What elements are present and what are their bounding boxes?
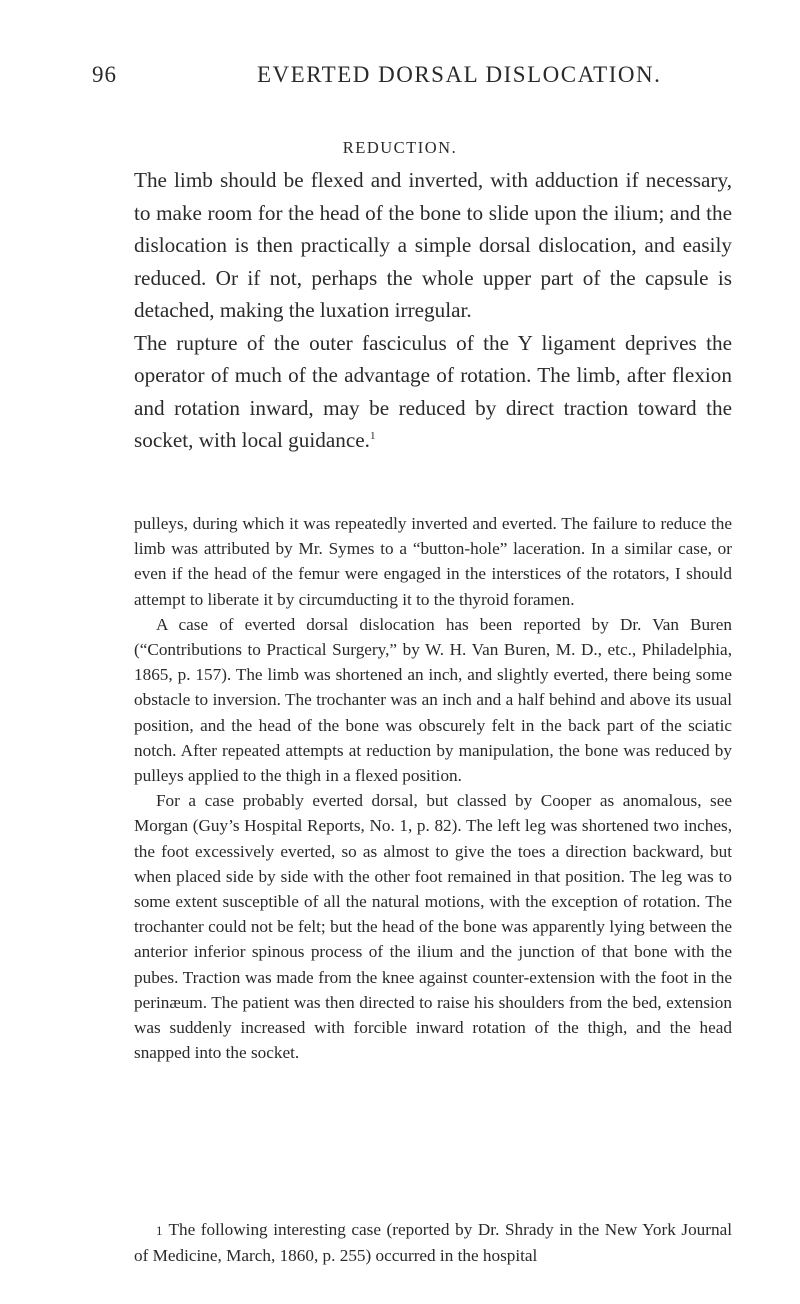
- footnote-paragraph: [134, 1217, 732, 1268]
- small-paragraph: pulleys, during which it was repeatedly inverted and everted. The failure to reduce the limb was attributed by Mr. Symes to a “button-hole” laceration. In a similar case, or even if the head of the femur were engaged in the interstices of the rotators, I should attempt to liberate it by circumducting it to the thyroid foramen.: [134, 514, 732, 609]
- continued-footnote-text: [134, 511, 732, 1065]
- main-paragraph: The limb should be flexed and inverted, with adduction if necessary, to make room for the head of the bone to slide upon the ilium; and the dislocation is then practically a simple dorsal dislocation, and easily reduced. Or if not, perhaps the whole upper part of the capsule is detached, making the luxation irregular.: [134, 168, 732, 322]
- small-paragraph: For a case probably everted dorsal, but classed by Cooper as anomalous, see Morgan (Guy’s Hospital Reports, No. 1, p. 82). The left leg was shortened two inches, the foot excessively everted, so as almost to give the toes a direction backward, but when placed side by side with the other foot remained in that position. The leg was to some extent susceptible of all the natural motions, with the exception of rotation. The trochanter could not be felt; but the head of the bone was apparently lying between the anterior inferior spinous process of the ilium and the junction of that bone with the pubes. Traction was made from the knee against counter-extension with the foot in the perinæum. The patient was then directed to raise his shoulders from the bed, extension was suddenly increased with forcible inward rotation of the thigh, and the head snapped into the socket.: [134, 791, 732, 1063]
- small-paragraph: A case of everted dorsal dislocation has been reported by Dr. Van Buren (“Contributions to Practical Surgery,” by W. H. Van Buren, M. D., etc., Philadelphia, 1865, p. 157). The limb was shortened an inch, and slightly everted, there being some obstacle to inversion. The trochanter was an inch and a half behind and above its usual position, and the head of the bone was obscurely felt in the back part of the sciatic notch. After repeated attempts at reduction by manipulation, the bone was reduced by pulleys applied to the thigh in a flexed position.: [134, 614, 732, 786]
- main-paragraph: The rupture of the outer fasciculus of the Y ligament deprives the operator of much of the advantage of rotation. The limb, after flexion and rotation inward, may be reduced by direct traction toward the socket, with local guidance.$^1$: [134, 330, 732, 452]
- footnote: [134, 1217, 732, 1268]
- section-heading: REDUCTION.: [342, 138, 458, 157]
- footnote-number: 1: [156, 1223, 163, 1238]
- main-text: [134, 164, 732, 457]
- running-title: EVERTED DORSAL DISLOCATION.: [257, 62, 662, 87]
- footnote-text: The following interesting case (reported by Dr. Shrady in the New York Journal of Medicine, March, 1860, p. 255) occurred in the hospital: [134, 1220, 732, 1266]
- page-number: 96: [92, 62, 117, 87]
- running-head: [92, 62, 740, 98]
- footnote-reference[interactable]: 1: [369, 429, 376, 442]
